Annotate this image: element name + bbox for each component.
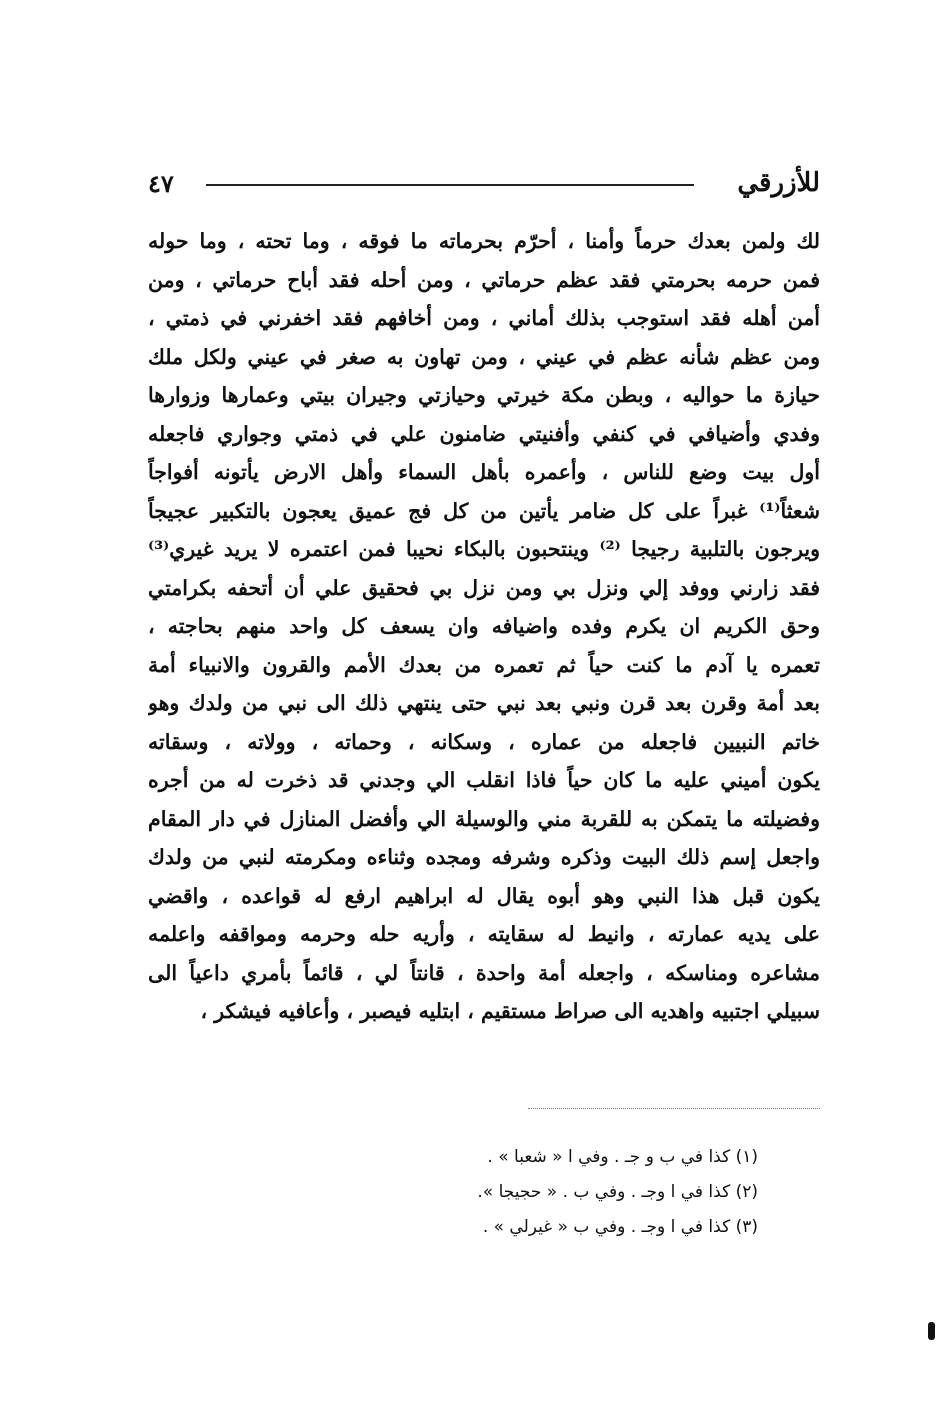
footnote-1: (١) كذا في ب و جـ . وفي ا « شعبا » . xyxy=(487,1147,758,1167)
footnotes xyxy=(148,1140,758,1245)
text-line: حيازة ما حواليه ، وبطن مكة خيرتي وحيازتي وجيران بيتي وعمارها وزوارها xyxy=(148,383,820,407)
header-rule xyxy=(206,184,694,186)
footnote-2: (٢) كذا في ا وجـ . وفي ب . « حجيجا ». xyxy=(477,1182,758,1202)
text-line: وفدي وأضيافي في كنفي وأفنيتي ضامنون علي في ذمتي وجواري فاجعله xyxy=(148,421,820,446)
page-header xyxy=(148,164,820,206)
text-line: أول بيت وضع للناس ، وأعمره بأهل السماء وأهل الارض يأتونه أفواجاً xyxy=(148,460,820,484)
running-head: للأزرقي xyxy=(737,168,820,198)
text-line: لك ولمن بعدك حرماً وأمنا ، أحرّم بحرماته ما فوقه ، وما تحته ، وما حوله xyxy=(148,229,820,253)
text-line: تعمره يا آدم ما كنت حياً ثم تعمره من بعدك الأمم والقرون والانبياء أمة xyxy=(148,652,820,677)
text-line: خاتم النبيين فاجعله من عماره ، وسكانه ، وحماته ، وولاته ، وسقاته xyxy=(148,729,820,754)
body-text xyxy=(148,222,820,1031)
text-line: وحق الكريم ان يكرم وفده واضيافه وان يسعف كل واحد منهم بحاجته ، xyxy=(148,614,820,638)
text-line: بعد أمة وقرن بعد قرن ونبي بعد نبي حتى ينتهي ذلك الى نبي من ولدك وهو xyxy=(148,691,820,715)
text-line: وفضيلته ما يتمكن به للقربة مني والوسيلة الي وأفضل المنازل في دار المقام xyxy=(148,806,820,831)
text-line: على يديه عمارته ، وانيط له سقايته ، وأريه حله وحرمه ومواقفه واعلمه xyxy=(148,922,820,946)
text-line: فقد زارني ووفد إلي ونزل بي ومن نزل بي فحقيق علي أن أتحفه بكرامتي xyxy=(148,575,820,600)
footnote-separator xyxy=(528,1108,820,1109)
footnote-3: (٣) كذا في ا وجـ . وفي ب « غيرلي » . xyxy=(482,1217,758,1237)
text-line: سبيلي اجتبيه واهديه الى صراط مستقيم ، ابتليه فيصبر ، وأعافيه فيشكر ، xyxy=(200,999,820,1023)
text-line: شعثاً⁽¹⁾ غبراً على كل ضامر يأتين من كل فج عميق يعجون بالتكبير عجيجاً xyxy=(148,498,820,523)
text-line: يكون قبل هذا النبي وهو أبوه يقال له ابراهيم ارفع له قواعده ، واقضي xyxy=(148,883,820,908)
text-line: ويرجون بالتلبية رجيجا ⁽²⁾ وينتحبون بالبكاء نحيبا فمن اعتمره لا يريد غيري⁽³⁾ xyxy=(148,537,820,561)
page-number: ٤٧ xyxy=(148,169,174,198)
text-line: فمن حرمه بحرمتي فقد عظم حرماتي ، ومن أحله فقد أباح حرماتي ، ومن xyxy=(148,267,820,292)
scan-margin-mark xyxy=(928,1322,935,1340)
text-line: يكون أميني عليه ما كان حياً فاذا انقلب الي وجدني قد ذخرت له من أجره xyxy=(148,768,820,792)
text-line: أمن أهله فقد استوجب بذلك أماني ، ومن أخافهم فقد اخفرني في ذمتي ، xyxy=(148,306,820,330)
text-line: واجعل إسم ذلك البيت وذكره وشرفه ومجده وثناءه ومكرمته لنبي من ولدك xyxy=(148,845,820,869)
text-line: ومن عظم شأنه عظم في عيني ، ومن تهاون به صغر في عيني ولكل ملك xyxy=(148,344,820,369)
text-line: مشاعره ومناسكه ، واجعله أمة واحدة ، قانتاً لي ، قائماً بأمري داعياً الى xyxy=(148,960,820,985)
